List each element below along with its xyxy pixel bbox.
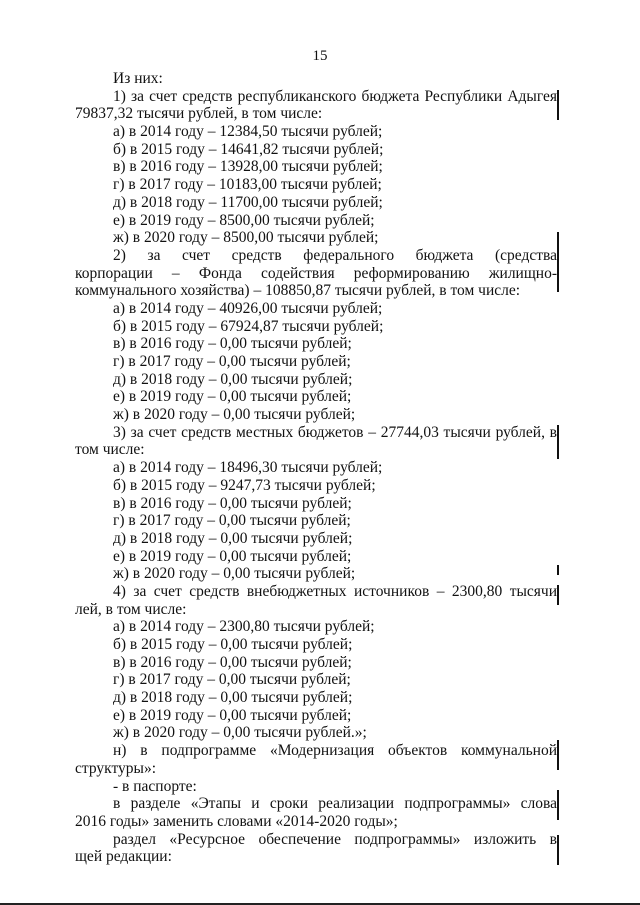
text-line: лей, в том числе: bbox=[75, 600, 187, 618]
text-line: а) в 2014 году – 18496,30 тысячи рублей; bbox=[113, 459, 383, 477]
text-line: раздел «Ресурсное обеспечение подпрограммы» изложить в bbox=[113, 830, 557, 848]
text-line: б) в 2015 году – 67924,87 тысячи рублей; bbox=[113, 317, 384, 335]
right-margin-line bbox=[557, 232, 559, 292]
document-body bbox=[75, 70, 557, 866]
text-line: ж) в 2020 году – 0,00 тысячи рублей; bbox=[113, 406, 356, 424]
right-margin-line bbox=[557, 585, 559, 605]
text-line: в разделе «Этапы и сроки реализации подпрограммы» слова bbox=[113, 795, 557, 813]
right-margin-line bbox=[557, 835, 559, 865]
text-line: г) в 2017 году – 0,00 тысячи рублей; bbox=[113, 353, 351, 370]
text-line: 2) за счет средств федерального бюджета (средства bbox=[113, 246, 557, 264]
text-line: - в паспорте: bbox=[113, 777, 197, 795]
text-line: д) в 2018 году – 0,00 тысячи рублей; bbox=[113, 529, 353, 547]
text-line: е) в 2019 году – 0,00 тысячи рублей; bbox=[113, 706, 352, 724]
text-line: н) в подпрограмме «Модернизация объектов коммунальной bbox=[113, 742, 557, 760]
text-line: б) в 2015 году – 9247,73 тысячи рублей; bbox=[113, 476, 376, 494]
text-line: в) в 2016 году – 0,00 тысячи рублей; bbox=[113, 494, 352, 512]
text-line: а) в 2014 году – 40926,00 тысячи рублей; bbox=[113, 299, 383, 317]
text-line: структуры»: bbox=[75, 759, 157, 777]
text-line: 2016 годы» заменить словами «2014-2020 годы»; bbox=[75, 812, 398, 830]
text-line: 3) за счет средств местных бюджетов – 27744,03 тысячи рублей, в bbox=[113, 423, 557, 441]
text-line: в) в 2016 году – 0,00 тысячи рублей; bbox=[113, 335, 352, 353]
text-line: ж) в 2020 году – 0,00 тысячи рублей; bbox=[113, 565, 356, 583]
text-line: д) в 2018 году – 11700,00 тысячи рублей; bbox=[113, 193, 383, 211]
text-line: том числе: bbox=[75, 441, 145, 459]
text-line: 1) за счет средств республиканского бюджета Республики Адыгея bbox=[113, 87, 557, 105]
right-margin-line bbox=[557, 740, 559, 770]
right-margin-line bbox=[557, 790, 559, 820]
text-line: д) в 2018 году – 0,00 тысячи рублей; bbox=[113, 689, 353, 707]
text-line: б) в 2015 году – 0,00 тысячи рублей; bbox=[113, 636, 353, 653]
page-number: 15 bbox=[312, 48, 328, 64]
right-margin-line bbox=[557, 425, 559, 459]
text-line: в) в 2016 году – 13928,00 тысячи рублей; bbox=[113, 158, 383, 176]
text-line: б) в 2015 году – 14641,82 тысячи рублей; bbox=[113, 140, 384, 158]
text-line: д) в 2018 году – 0,00 тысячи рублей; bbox=[113, 370, 353, 388]
text-line: г) в 2017 году – 0,00 тысячи рублей; bbox=[113, 512, 351, 530]
text-line: е) в 2019 году – 0,00 тысячи рублей; bbox=[113, 547, 352, 565]
text-line: г) в 2017 году – 0,00 тысячи рублей; bbox=[113, 671, 351, 689]
text-line: щей редакции: bbox=[75, 848, 172, 866]
text-line: ж) в 2020 году – 0,00 тысячи рублей.»; bbox=[113, 724, 367, 742]
text-line: ж) в 2020 году – 8500,00 тысячи рублей; bbox=[113, 229, 379, 247]
text-line: а) в 2014 году – 12384,50 тысячи рублей; bbox=[113, 123, 383, 141]
text-line: 4) за счет средств внебюджетных источников – 2300,80 тысячи bbox=[113, 582, 557, 600]
text-line: корпорации – Фонда содействия реформированию жилищно- bbox=[75, 264, 557, 282]
text-line: е) в 2019 году – 0,00 тысячи рублей; bbox=[113, 388, 352, 406]
right-margin-line bbox=[557, 565, 559, 575]
text-line: коммунального хозяйства) – 108850,87 тысячи рублей, в том числе: bbox=[75, 282, 521, 300]
text-line: в) в 2016 году – 0,00 тысячи рублей; bbox=[113, 653, 352, 671]
text-line: 79837,32 тысячи рублей, в том числе: bbox=[75, 105, 323, 123]
text-line: г) в 2017 году – 10183,00 тысячи рублей; bbox=[113, 176, 382, 194]
right-margin-line bbox=[557, 90, 559, 120]
text-line: е) в 2019 году – 8500,00 тысячи рублей; bbox=[113, 211, 375, 229]
text-line: а) в 2014 году – 2300,80 тысячи рублей; bbox=[113, 618, 375, 636]
text-line: Из них: bbox=[113, 70, 163, 87]
